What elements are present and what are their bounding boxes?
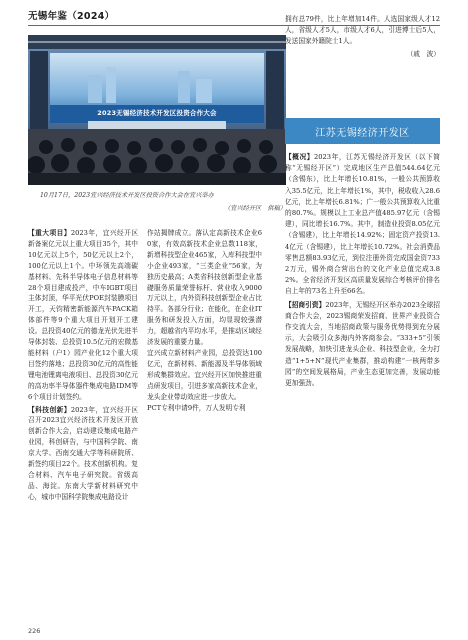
paragraph-lead: 【概况】 (285, 153, 315, 161)
text-column-1 (28, 228, 138, 503)
paragraph-lead: 【重大项目】 (28, 229, 71, 237)
conference-photo (28, 35, 286, 185)
page-number: 226 (28, 627, 41, 635)
paragraph-materials: 宜兴成立新材料产业园，总投资达100亿元，在新材料、新能源及半导体领域形成集群效应。宜兴经开区加快推进重点研发项目，引进多家高新技术企业，龙头企业带动效应进一步放大。 (147, 348, 262, 401)
right-top-paragraph (285, 14, 440, 60)
text-column-3 (285, 152, 440, 389)
paragraph-continued: 作站揭牌成立。落认定高新技术企业60家，有效高新技术企业总数118家，新增科技型企业465家，入库科技型中小企业493家，“三类企业”56家，为独历史最高；A类省科技创新型企业基礎服务质量荣誉标杆、营业收入9000万元以上，内外资科技创新型企业占比持平。各部分行业；在能化，在企业IT服务和研发投入方面，均显现较强潜力，超越省内平均水平，是推动区域经济发展的重要力量。 (147, 229, 262, 347)
paragraph-body: 2023年，宜兴经开区新备案亿元以上重大项目35个，其中10亿元以上5个，50亿元以上2个，100亿元以上1个。中环领先高端碳基材料、先科半导体电子信息材料等28个项目建成投产，中车IGBT项目主体封顶，华平光伏POE封装膜项目开工，天钧精密新能源汽车PACK箱体部件等9个重大项目开划开工建设。总投资40亿元的德龙光伏先进半导体封装、总投资10.5亿元的宏微基能材料（户1）园产业化12个重大项目签约落地；总投资30亿元的高性能锂电池锂离电液项目、总投资30亿元的高功率半导体器件集成电路IDM等6个项目计划签约。 (28, 229, 139, 401)
running-header: 无锡年鉴（2024） (28, 11, 115, 22)
paragraph-body: 2023年，江苏无锡经济开发区（以下简称“无锡经开区”）完成地区生产总值544.64亿元（含锡东），比上年增长10.81%，一般公共预算收入35.5亿元，比上年增长1%，其中，税收收入28.6亿元，比上年增长6.81%；广一般公共预算收入比重的80.7%。规模以上工业总产值485.97亿元（含锡建），同比增长16.7%。其中，制造业投资8.05亿元（含锡建），比上年增长14.92%；固定资产投资13.4亿元（含锡建），比上年增长10.72%。社会消费品零售总额83.93亿元，到位注册外资完成国金资7332万元，锡外商合营出台的文化产业总值完成3.82%。全省经济开发区高质量发展综合考核评价排名自上年的73名上升至66名。 (285, 153, 440, 296)
photo-screen-title: 2023无锡经济技术开发区投资合作大会 (97, 109, 217, 117)
paragraph-major-projects (28, 228, 138, 403)
paragraph-body: 2023年，宜兴经开区召开2023宜兴经济技术开发区开放创新合作大会，启动建设集成电路产业园，科创研告，与中国科学院、南京大学、西南交通大学等科研院所、新签约项目22个。技术创新机构。复合材料、汽车电子研究院。省级高品、海淀。东南大学新材料研究中心，城市中国科学院集成电路设计 (28, 405, 139, 501)
right-top-text: 拥有总79件，比上年增加14件。人选国家级人才12人，省级人才5人，市级人才6人，引进博士后5人，发送国家外籍院士1人。 (285, 15, 440, 46)
text-column-2 (147, 228, 262, 413)
paragraph-investment (285, 300, 440, 390)
section-banner: 江苏无锡经济开发区 (285, 118, 440, 144)
caption-credit: （宜兴经开区 供稿） (224, 205, 286, 212)
paragraph-lead: 【科技创新】 (28, 405, 71, 414)
paragraph-overview (285, 152, 440, 298)
paragraph-lead: 【招商引资】 (285, 300, 326, 309)
paragraph-patents: PCT专利申请9件，万人发明专利 (147, 403, 246, 412)
photo-caption (28, 189, 286, 215)
paragraph-tech-innovation (28, 405, 138, 503)
caption-text: 10月17日，2023宜兴经济技术开发区投资合作大会在宜兴举办 (40, 192, 214, 199)
paragraph-body: 2023年，无锡经开区举办2023全球招商合作大会，2023锡商荣发招商、世界产业投资合作交流大会，当地招商政策与服务优势得到充分展示，大会吸引众多海内外客商参会。“333+5”引领发展战略，加快引进龙头企业、科技型企业，全力打造“1+5+N”现代产业集群，推动构建“一核两带多园”的空间发展格局，产业生态更加完善，发展动能更加强劲。 (285, 300, 440, 388)
right-top-author: （戚 波） (406, 49, 440, 58)
